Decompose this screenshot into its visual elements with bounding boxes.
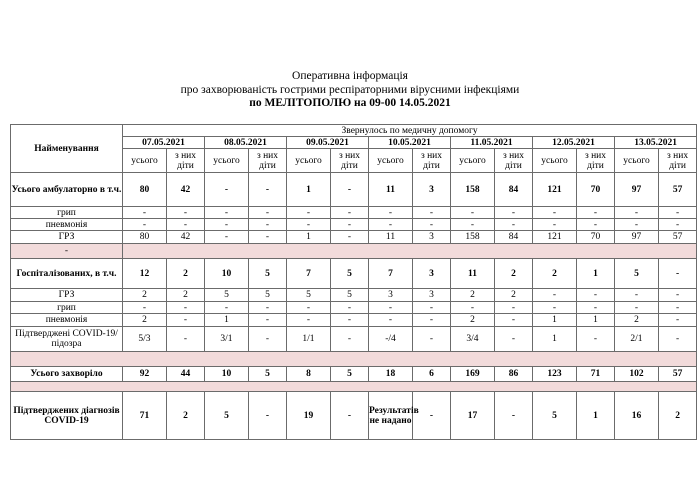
table-cell: 5 <box>249 289 287 302</box>
table-cell: 57 <box>659 173 697 207</box>
date-header: 11.05.2021 <box>451 137 533 149</box>
table-cell: - <box>659 207 697 219</box>
table-cell: - <box>331 207 369 219</box>
table-cell: - <box>249 231 287 244</box>
table-cell: - <box>331 314 369 327</box>
table-cell: 71 <box>123 392 167 440</box>
row-label: ГРЗ <box>11 289 123 302</box>
table-cell: - <box>495 219 533 231</box>
table-cell: 3 <box>413 289 451 302</box>
table-cell: - <box>615 219 659 231</box>
table-cell: - <box>577 219 615 231</box>
table-cell: - <box>331 327 369 352</box>
report-subtitle: про захворюваність гострими респіраторними вірусними інфекціями <box>180 83 520 96</box>
sub-header-all: усього <box>123 149 167 173</box>
table-cell: 97 <box>615 231 659 244</box>
sub-header-children: з них діти <box>659 149 697 173</box>
table-cell: 1 <box>205 314 249 327</box>
table-cell: 80 <box>123 231 167 244</box>
sub-header-all: усього <box>451 149 495 173</box>
table-cell: - <box>167 302 205 314</box>
table-cell: - <box>369 219 413 231</box>
table-cell: - <box>369 314 413 327</box>
table-row <box>11 367 697 382</box>
table-cell: 2 <box>451 314 495 327</box>
table-cell: 70 <box>577 231 615 244</box>
row-label: Підтверджених діагнозів COVID-19 <box>11 392 123 440</box>
table-cell: 1 <box>577 314 615 327</box>
table-cell: - <box>577 289 615 302</box>
table-cell: - <box>615 302 659 314</box>
table-row <box>11 314 697 327</box>
table-cell: - <box>413 219 451 231</box>
table-cell: 8 <box>287 367 331 382</box>
spacer-mark: - <box>11 244 123 259</box>
table-cell: - <box>167 207 205 219</box>
table-cell: 1 <box>287 173 331 207</box>
table-cell: 44 <box>167 367 205 382</box>
table-cell: - <box>167 314 205 327</box>
table-cell: 5 <box>249 259 287 289</box>
table-row <box>11 327 697 352</box>
table-cell: 5 <box>287 289 331 302</box>
table-cell: - <box>495 327 533 352</box>
table-cell: 5 <box>615 259 659 289</box>
report-header <box>0 70 700 111</box>
table-cell: 5 <box>331 367 369 382</box>
row-label: Підтверджені COVID-19/підозра <box>11 327 123 352</box>
sub-header-children: з них діти <box>495 149 533 173</box>
table-cell: 123 <box>533 367 577 382</box>
sub-header-children: з них діти <box>331 149 369 173</box>
table-cell: 2 <box>495 259 533 289</box>
table-cell: 11 <box>451 259 495 289</box>
sub-header-children: з них діти <box>249 149 287 173</box>
sub-header-all: усього <box>287 149 331 173</box>
table-cell: 2 <box>533 259 577 289</box>
table-cell: - <box>249 314 287 327</box>
table-cell: 84 <box>495 231 533 244</box>
table-cell: - <box>413 207 451 219</box>
table-cell: - <box>577 327 615 352</box>
table-cell: 2/1 <box>615 327 659 352</box>
table-cell: 16 <box>615 392 659 440</box>
table-cell: 3 <box>369 289 413 302</box>
sub-header-all: усього <box>615 149 659 173</box>
group-header: Звернулось по медичну допомогу <box>123 125 697 137</box>
table-cell: 2 <box>167 259 205 289</box>
table-cell: - <box>659 289 697 302</box>
table-cell: - <box>659 219 697 231</box>
table-cell: - <box>659 302 697 314</box>
table-cell: 3/4 <box>451 327 495 352</box>
table-cell: 158 <box>451 173 495 207</box>
table-cell: - <box>413 392 451 440</box>
table-cell: -/4 <box>369 327 413 352</box>
table-cell: 10 <box>205 367 249 382</box>
table-cell: 7 <box>369 259 413 289</box>
table-cell: 2 <box>451 289 495 302</box>
table-cell: 1 <box>533 327 577 352</box>
table-cell: - <box>331 219 369 231</box>
sub-header-all: усього <box>205 149 249 173</box>
table-cell: 5 <box>205 392 249 440</box>
table-cell: 18 <box>369 367 413 382</box>
spacer-cell <box>123 244 697 259</box>
table-cell: - <box>659 259 697 289</box>
table-cell: - <box>249 327 287 352</box>
table-cell: - <box>287 314 331 327</box>
name-column-header: Найменування <box>11 125 123 173</box>
table-cell: - <box>205 173 249 207</box>
table-cell: 17 <box>451 392 495 440</box>
table-cell: - <box>331 231 369 244</box>
table-cell: - <box>533 219 577 231</box>
table-cell: - <box>249 173 287 207</box>
table-row <box>11 219 697 231</box>
table-cell: 5 <box>249 367 287 382</box>
row-label: грип <box>11 207 123 219</box>
table-cell: - <box>287 207 331 219</box>
table-cell: 10 <box>205 259 249 289</box>
date-header: 10.05.2021 <box>369 137 451 149</box>
table-cell: - <box>249 219 287 231</box>
table-cell: 5 <box>331 259 369 289</box>
table-cell: - <box>533 207 577 219</box>
table-cell: - <box>205 231 249 244</box>
table-cell: - <box>369 302 413 314</box>
table-cell: - <box>205 302 249 314</box>
table-cell: - <box>249 207 287 219</box>
table-cell: - <box>495 392 533 440</box>
table-cell: 5/3 <box>123 327 167 352</box>
table-cell: 5 <box>533 392 577 440</box>
table-cell: - <box>205 207 249 219</box>
table-cell: - <box>451 207 495 219</box>
table-cell: - <box>577 302 615 314</box>
spacer-cell <box>11 382 697 392</box>
table-cell: 1 <box>577 392 615 440</box>
table-cell: 97 <box>615 173 659 207</box>
table-row <box>11 289 697 302</box>
table-cell: - <box>451 302 495 314</box>
table-cell: 12 <box>123 259 167 289</box>
row-label: ГРЗ <box>11 231 123 244</box>
table-cell: 71 <box>577 367 615 382</box>
table-cell: 1 <box>287 231 331 244</box>
table-cell: 2 <box>659 392 697 440</box>
report-title: Оперативна інформація <box>292 70 408 82</box>
row-label: Усього амбулаторно в т.ч. <box>11 173 123 207</box>
spacer-row <box>11 352 697 367</box>
table-cell: 57 <box>659 231 697 244</box>
table-cell: 42 <box>167 173 205 207</box>
table-cell: - <box>495 314 533 327</box>
table-cell: 1/1 <box>287 327 331 352</box>
spacer-row <box>11 382 697 392</box>
table-cell: 169 <box>451 367 495 382</box>
table-row <box>11 392 697 440</box>
table-cell: 102 <box>615 367 659 382</box>
sub-header-children: з них діти <box>167 149 205 173</box>
table-cell: 5 <box>205 289 249 302</box>
sub-header-children: з них діти <box>413 149 451 173</box>
table-cell: 6 <box>413 367 451 382</box>
table-cell: - <box>287 219 331 231</box>
table-cell: - <box>287 302 331 314</box>
table-cell: - <box>331 392 369 440</box>
table-cell: - <box>533 302 577 314</box>
table-cell: 2 <box>167 289 205 302</box>
row-label: пневмонія <box>11 219 123 231</box>
table-cell: - <box>495 302 533 314</box>
table-cell: - <box>413 314 451 327</box>
table-row <box>11 302 697 314</box>
date-header: 08.05.2021 <box>205 137 287 149</box>
table-cell: 3 <box>413 173 451 207</box>
table-cell: - <box>167 327 205 352</box>
table-cell: - <box>205 219 249 231</box>
table-cell: 84 <box>495 173 533 207</box>
table-cell: - <box>659 327 697 352</box>
date-header: 13.05.2021 <box>615 137 697 149</box>
table-cell: 92 <box>123 367 167 382</box>
table-cell: - <box>577 207 615 219</box>
table-cell: - <box>331 173 369 207</box>
table-cell: - <box>331 302 369 314</box>
morbidity-table <box>10 124 697 440</box>
table-cell: Результатів не надано <box>369 392 413 440</box>
date-header: 07.05.2021 <box>123 137 205 149</box>
table-cell: 158 <box>451 231 495 244</box>
table-cell: - <box>615 207 659 219</box>
table-cell: 57 <box>659 367 697 382</box>
table-cell: - <box>615 289 659 302</box>
table-cell: - <box>123 207 167 219</box>
table-cell: 2 <box>615 314 659 327</box>
row-label: грип <box>11 302 123 314</box>
table-cell: 7 <box>287 259 331 289</box>
table-cell: 2 <box>495 289 533 302</box>
table-cell: - <box>413 327 451 352</box>
date-header: 12.05.2021 <box>533 137 615 149</box>
table-row <box>11 173 697 207</box>
sub-header-all: усього <box>369 149 413 173</box>
table-cell: 2 <box>167 392 205 440</box>
table-cell: - <box>533 289 577 302</box>
table-cell: 11 <box>369 173 413 207</box>
group-header-row <box>11 125 697 137</box>
table-row <box>11 231 697 244</box>
table-cell: 3 <box>413 259 451 289</box>
table-cell: 86 <box>495 367 533 382</box>
sub-header-all: усього <box>533 149 577 173</box>
spacer-row <box>11 244 697 259</box>
row-label: Госпіталізованих, в т.ч. <box>11 259 123 289</box>
table-cell: - <box>167 219 205 231</box>
table-row <box>11 207 697 219</box>
report-city-date: по МЕЛІТОПОЛЮ на 09-00 14.05.2021 <box>249 97 451 109</box>
table-cell: - <box>123 219 167 231</box>
table-cell: - <box>413 302 451 314</box>
table-cell: - <box>659 314 697 327</box>
table-cell: 5 <box>331 289 369 302</box>
table-cell: 3 <box>413 231 451 244</box>
table-cell: - <box>495 207 533 219</box>
sub-header-children: з них діти <box>577 149 615 173</box>
row-label: Усього захворіло <box>11 367 123 382</box>
table-cell: - <box>369 207 413 219</box>
table-cell: - <box>451 219 495 231</box>
table-cell: 42 <box>167 231 205 244</box>
table-cell: 19 <box>287 392 331 440</box>
table-cell: 1 <box>533 314 577 327</box>
table-cell: 11 <box>369 231 413 244</box>
table-cell: 80 <box>123 173 167 207</box>
table-cell: 70 <box>577 173 615 207</box>
table-cell: 2 <box>123 289 167 302</box>
table-cell: 2 <box>123 314 167 327</box>
table-cell: 121 <box>533 173 577 207</box>
table-row <box>11 259 697 289</box>
date-header: 09.05.2021 <box>287 137 369 149</box>
table-cell: 3/1 <box>205 327 249 352</box>
table-cell: 1 <box>577 259 615 289</box>
table-cell: 121 <box>533 231 577 244</box>
table-cell: - <box>249 302 287 314</box>
table-cell: - <box>123 302 167 314</box>
row-label: пневмонія <box>11 314 123 327</box>
table-cell: - <box>249 392 287 440</box>
spacer-cell <box>11 352 697 367</box>
